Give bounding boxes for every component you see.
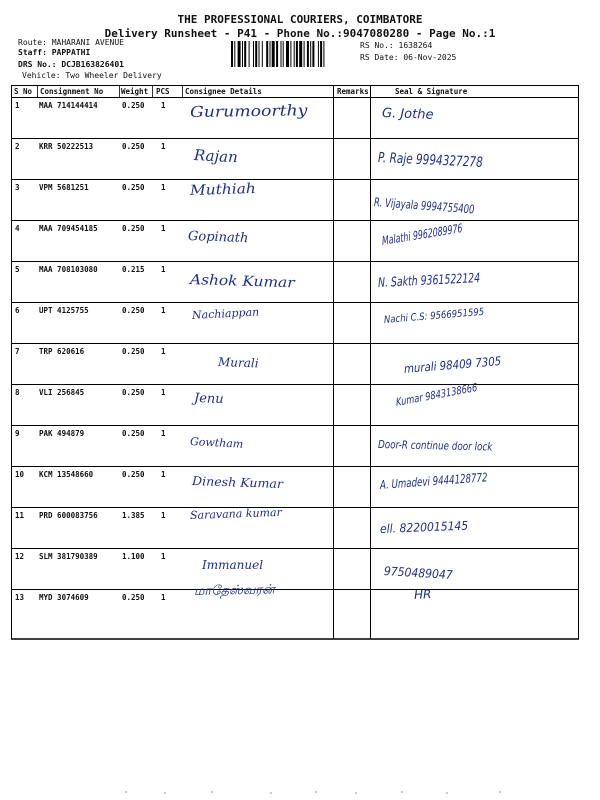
sno-cell: 10 (15, 470, 25, 479)
consignee-handwriting: Gowtham (189, 435, 244, 451)
barcode-bar (312, 41, 314, 67)
barcode-bar (281, 41, 282, 67)
barcode-bar (299, 41, 302, 67)
barcode-bar (304, 41, 305, 67)
signature-handwriting: P. Raje 9994327278 (377, 150, 483, 171)
barcode-bar (266, 41, 268, 67)
weight-cell: 0.250 (122, 142, 145, 151)
sno-cell: 11 (15, 511, 25, 520)
barcode-bar (234, 41, 235, 67)
barcode-bar (249, 41, 250, 67)
barcode-bar (259, 41, 260, 67)
pcs-cell: 1 (161, 183, 166, 192)
pcs-cell: 1 (161, 429, 166, 438)
page-footer-dots (0, 780, 600, 800)
sno-cell: 9 (15, 429, 20, 438)
consignee-handwriting: Nachiappan (191, 305, 260, 322)
weight-cell: 0.250 (122, 306, 145, 315)
consignee-handwriting: Murali (217, 355, 259, 371)
barcode-bar (323, 41, 324, 67)
drs-value: DCJB163826401 (61, 60, 124, 69)
signature-handwriting: Malathi 9962089976 (381, 221, 463, 248)
sno-cell: 13 (15, 593, 25, 602)
col-header-remarks: Remarks (337, 87, 369, 96)
col-header-pcs: PCS (156, 87, 170, 96)
barcode-bar (320, 41, 322, 67)
pcs-cell: 1 (161, 306, 166, 315)
signature-handwriting: ell. 8220015145 (379, 518, 469, 536)
consignee-handwriting: Jenu (193, 391, 224, 408)
weight-cell: 0.250 (122, 470, 145, 479)
weight-cell: 0.250 (122, 101, 145, 110)
barcode-bar (242, 41, 243, 67)
pcs-cell: 1 (161, 552, 166, 561)
weight-cell: 0.250 (122, 593, 145, 602)
consignment-cell: KCM 13548660 (39, 470, 94, 479)
consignee-handwriting: Saravana kumar (189, 505, 282, 522)
pcs-cell: 1 (161, 470, 166, 479)
barcode-bar (290, 41, 291, 67)
rs-no-value: 1638264 (398, 41, 433, 50)
barcode-bar (272, 41, 275, 67)
barcode (231, 41, 357, 67)
consignee-handwriting: Ashok Kumar (189, 272, 295, 292)
vehicle-value: Two Wheeler Delivery (65, 71, 162, 80)
consignment-cell: TRP 620616 (39, 347, 85, 356)
col-header-weight: Weight (121, 87, 149, 96)
signature-handwriting: murali 98409 7305 (403, 354, 502, 376)
sno-cell: 8 (15, 388, 20, 397)
barcode-bar (244, 41, 246, 67)
weight-cell: 0.250 (122, 388, 145, 397)
pcs-cell: 1 (161, 142, 166, 151)
pcs-cell: 1 (161, 388, 166, 397)
consignment-cell: KRR 50222513 (39, 142, 94, 151)
consignment-cell: SLM 381790389 (39, 552, 98, 561)
sno-cell: 1 (15, 101, 20, 110)
sno-cell: 3 (15, 183, 20, 192)
sno-cell: 4 (15, 224, 20, 233)
runsheet-subtitle: Delivery Runsheet - P41 - Phone No.:9047080280 - Page No.:1 (104, 27, 496, 40)
signature-handwriting: G. Jothe (381, 106, 434, 123)
signature-handwriting: R. Vijayala 9994755400 (373, 195, 475, 217)
consignee-handwriting: Gopinath (187, 229, 249, 247)
company-name: THE PROFESSIONAL COURIERS, COIMBATORE (177, 13, 423, 26)
rs-date-label: RS Date: (360, 53, 399, 62)
col-header-seal: Seal & Signature (395, 87, 468, 96)
pcs-cell: 1 (161, 265, 166, 274)
barcode-bar (310, 41, 311, 67)
signature-handwriting: Kumar 9843138666 (395, 380, 478, 409)
col-header-consignment: Consignment No (40, 87, 104, 96)
sno-cell: 2 (15, 142, 20, 151)
weight-cell: 1.100 (122, 552, 145, 561)
consignee-handwriting: Rajan (193, 146, 239, 167)
route-value: MAHARANI AVENUE (51, 38, 124, 47)
signature-handwriting: Door-R continue door lock (377, 438, 493, 454)
consignment-cell: MAA 714144414 (39, 101, 98, 110)
vehicle-label: Vehicle: (22, 71, 61, 80)
sno-cell: 5 (15, 265, 20, 274)
rs-no-line (360, 41, 432, 50)
consignee-handwriting: Gurumoorthy (189, 101, 308, 121)
barcode-bar (238, 41, 241, 67)
weight-cell: 0.250 (122, 224, 145, 233)
signature-handwriting: A. Umadevi 9444128772 (379, 470, 488, 492)
rs-date-value: 06-Nov-2025 (403, 53, 457, 62)
pcs-cell: 1 (161, 593, 166, 602)
barcode-bar (283, 41, 284, 67)
barcode-bar (296, 41, 298, 67)
consignment-cell: VLI 256845 (39, 388, 85, 397)
rs-no-label: RS No.: (360, 41, 394, 50)
weight-cell: 1.385 (122, 511, 145, 520)
barcode-bar (262, 41, 263, 67)
signature-handwriting: Nachi C.S: 9566951595 (383, 306, 485, 326)
signature-handwriting: 9750489047 (383, 564, 453, 582)
sno-cell: 7 (15, 347, 20, 356)
consignment-cell: UPT 4125755 (39, 306, 89, 315)
consignee-handwriting: Muthiah (189, 180, 257, 199)
pcs-cell: 1 (161, 347, 166, 356)
weight-cell: 0.250 (122, 183, 145, 192)
sno-cell: 6 (15, 306, 20, 315)
col-header-sno: S No (14, 87, 33, 96)
drs-line (18, 60, 124, 70)
consignment-cell: MAA 709454185 (39, 224, 98, 233)
consignment-cell: MAA 708103080 (39, 265, 98, 274)
consignment-cell: MYD 3074609 (39, 593, 89, 602)
consignment-cell: PAK 494879 (39, 429, 85, 438)
weight-cell: 0.250 (122, 347, 145, 356)
consignment-cell: VPM 5681251 (39, 183, 89, 192)
sno-cell: 12 (15, 552, 25, 561)
consignee-handwriting: Immanuel (202, 558, 264, 572)
barcode-bar (294, 41, 295, 67)
consignee-handwriting: Dinesh Kumar (191, 474, 284, 492)
barcode-bar (255, 41, 257, 67)
barcode-bar (253, 41, 254, 67)
signature-handwriting: N. Sakth 9361522124 (377, 271, 481, 291)
vehicle-line (22, 71, 162, 81)
barcode-bar (318, 41, 319, 67)
staff-label: Staff: (18, 48, 47, 57)
pcs-cell: 1 (161, 101, 166, 110)
rs-date-line (360, 53, 456, 62)
barcode-bar (286, 41, 289, 67)
consignment-cell: PRD 600083756 (39, 511, 98, 520)
route-line (18, 38, 124, 48)
barcode-bar (307, 41, 309, 67)
barcode-bar (270, 41, 271, 67)
consignee-handwriting: மாதேஸ்வரன் (193, 582, 275, 599)
col-header-consignee: Consignee Details (185, 87, 262, 96)
weight-cell: 0.250 (122, 429, 145, 438)
staff-line (18, 48, 90, 58)
pcs-cell: 1 (161, 224, 166, 233)
pcs-cell: 1 (161, 511, 166, 520)
staff-value: PAPPATHI (51, 48, 91, 57)
barcode-bar (231, 41, 233, 67)
weight-cell: 0.215 (122, 265, 145, 274)
signature-handwriting: HR (413, 587, 432, 602)
route-label: Route: (18, 38, 47, 47)
drs-label: DRS No.: (18, 60, 57, 69)
barcode-bar (276, 41, 278, 67)
